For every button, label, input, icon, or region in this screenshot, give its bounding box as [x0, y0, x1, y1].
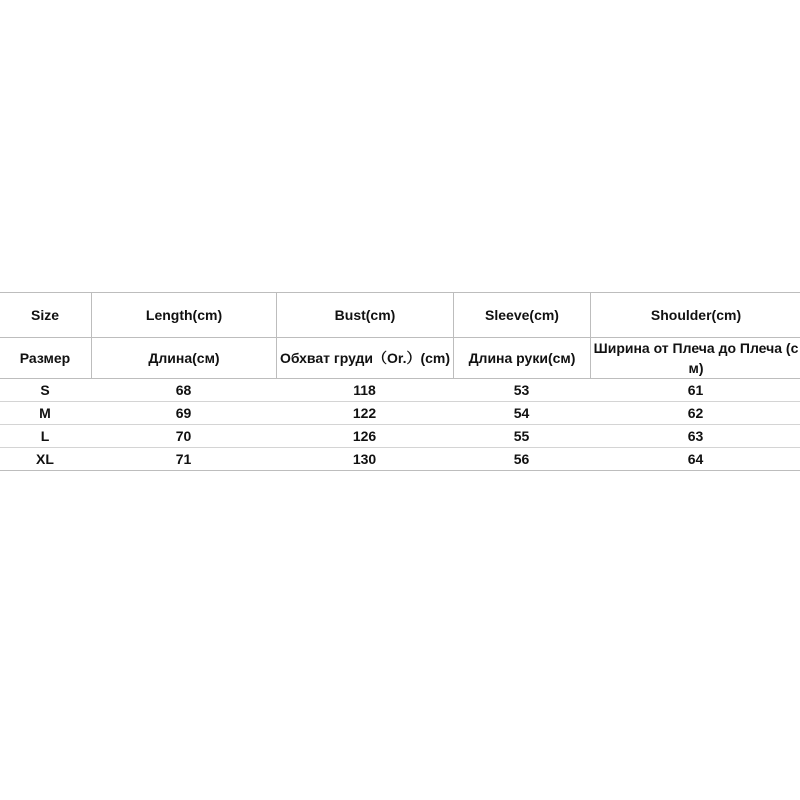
table-row	[0, 402, 800, 425]
table-row	[0, 425, 800, 448]
table-row	[0, 379, 800, 402]
length-cell: 68	[91, 379, 276, 402]
header-sleeve: Sleeve(cm)	[453, 292, 590, 338]
header-shoulder: Shoulder(cm)	[590, 292, 800, 338]
header-size: Size	[0, 292, 91, 338]
table-row	[0, 448, 800, 471]
header-row-english	[0, 292, 800, 338]
length-cell: 70	[91, 425, 276, 448]
shoulder-cell: 64	[590, 448, 800, 471]
sleeve-cell: 53	[453, 379, 590, 402]
header-length: Length(cm)	[91, 292, 276, 338]
length-cell: 69	[91, 402, 276, 425]
header-shoulder-ru: Ширина от Плеча до Плеча (см)	[590, 338, 800, 379]
bust-cell: 126	[276, 425, 453, 448]
shoulder-cell: 63	[590, 425, 800, 448]
size-cell: S	[0, 379, 91, 402]
sleeve-cell: 54	[453, 402, 590, 425]
bust-cell: 118	[276, 379, 453, 402]
sleeve-cell: 56	[453, 448, 590, 471]
header-row-russian	[0, 338, 800, 379]
header-bust: Bust(cm)	[276, 292, 453, 338]
sleeve-cell: 55	[453, 425, 590, 448]
size-cell: L	[0, 425, 91, 448]
shoulder-cell: 61	[590, 379, 800, 402]
size-chart-table	[0, 292, 800, 471]
length-cell: 71	[91, 448, 276, 471]
header-length-ru: Длина(см)	[91, 338, 276, 379]
header-sleeve-ru: Длина руки(см)	[453, 338, 590, 379]
size-cell: XL	[0, 448, 91, 471]
header-bust-ru: Обхват груди（Or.）(cm)	[276, 338, 453, 379]
size-cell: M	[0, 402, 91, 425]
header-size-ru: Размер	[0, 338, 91, 379]
bust-cell: 130	[276, 448, 453, 471]
shoulder-cell: 62	[590, 402, 800, 425]
bust-cell: 122	[276, 402, 453, 425]
